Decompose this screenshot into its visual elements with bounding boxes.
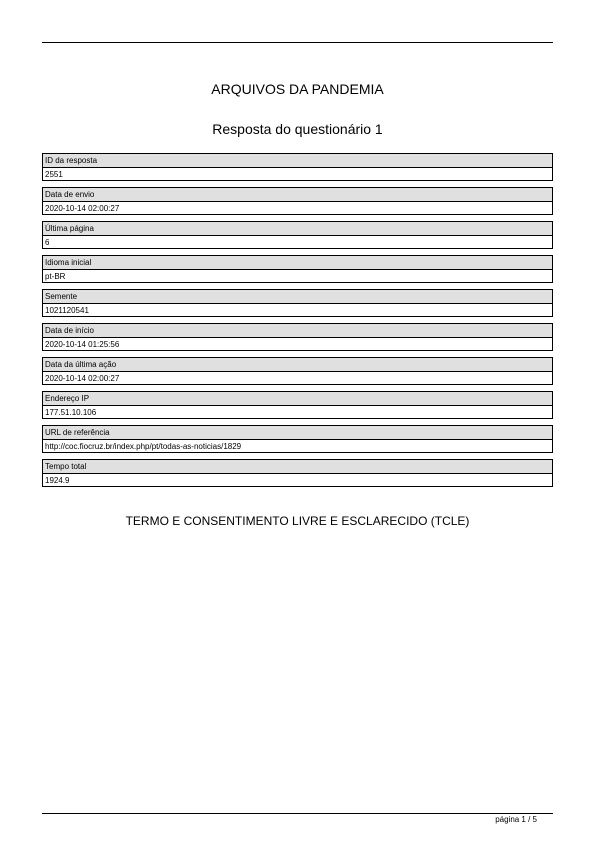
field-label: Tempo total: [43, 460, 552, 474]
header-rule: [42, 42, 553, 43]
field-label: ID da resposta: [43, 154, 552, 168]
field-referrer-url: [42, 425, 553, 453]
field-label: Data de início: [43, 324, 552, 338]
field-start-language: [42, 255, 553, 283]
field-ip-address: [42, 391, 553, 419]
field-label: Semente: [43, 290, 552, 304]
field-value: 1021120541: [45, 306, 89, 315]
field-value: 2020-10-14 01:25:56: [45, 340, 120, 349]
field-submit-date: [42, 187, 553, 215]
page-number: página 1 / 5: [495, 815, 537, 824]
field-value: 6: [45, 238, 50, 247]
field-last-action-date: [42, 357, 553, 385]
field-label: Última página: [43, 222, 552, 236]
field-value: http://coc.fiocruz.br/index.php/pt/todas-as-noticias/1829: [45, 442, 242, 451]
field-label: Data de envio: [43, 188, 552, 202]
field-label: Endereço IP: [43, 392, 552, 406]
field-value: 2020-10-14 02:00:27: [45, 204, 120, 213]
field-label: Data da última ação: [43, 358, 552, 372]
field-value: 1924.9: [45, 476, 70, 485]
field-value: 177.51.10.106: [45, 408, 97, 417]
field-value: 2020-10-14 02:00:27: [45, 374, 120, 383]
document-title: ARQUIVOS DA PANDEMIA: [211, 81, 384, 97]
field-start-date: [42, 323, 553, 351]
document-subtitle: Resposta do questionário 1: [212, 121, 383, 137]
field-label: Idioma inicial: [43, 256, 552, 270]
field-seed: [42, 289, 553, 317]
field-last-page: [42, 221, 553, 249]
response-fields: [42, 153, 553, 493]
field-value: pt-BR: [45, 272, 66, 281]
footer-rule: [42, 813, 553, 814]
field-total-time: [42, 459, 553, 487]
section-heading-tcle: TERMO E CONSENTIMENTO LIVRE E ESCLARECIDO (TCLE): [125, 514, 470, 528]
field-response-id: [42, 153, 553, 181]
field-value: 2551: [45, 170, 63, 179]
field-label: URL de referência: [43, 426, 552, 440]
